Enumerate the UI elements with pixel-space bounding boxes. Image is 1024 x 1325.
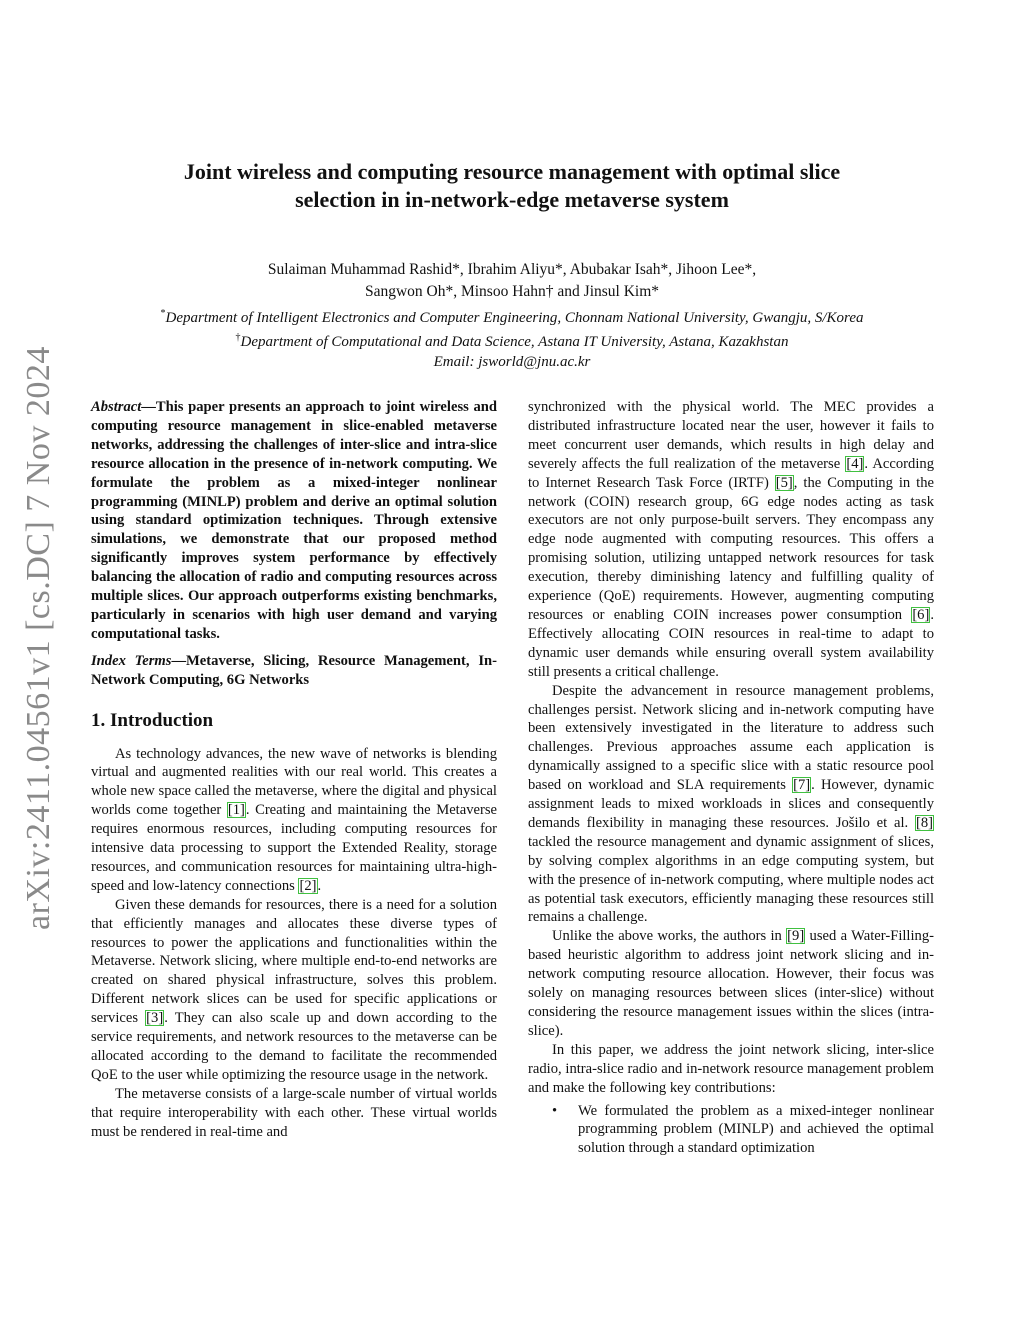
right-p2-text-b: . However, dynamic assignment leads to mixed workloads in slices and consequently demands flexibility in managing these resources. Jošilo et al. <box>528 777 934 831</box>
citation-link-1[interactable]: [1] <box>227 802 245 819</box>
right-p3-text-b: used a Water-Filling-based heuristic algorithm to address joint network slicing and in-network computing resource allocation. However, their focus was solely on managing resources between slices (inter-slice) without considering the resource management issues within the slices (intra-slice). <box>528 928 934 1039</box>
citation-link-6[interactable]: [6] <box>912 606 930 623</box>
right-paragraph-1 <box>528 398 934 682</box>
affiliation-2 <box>80 328 944 352</box>
paper-title: Joint wireless and computing resource management with optimal slice selection in in-network-edge metaverse system <box>183 159 841 212</box>
citation-link-4[interactable]: [4] <box>846 455 864 472</box>
citation-link-5[interactable]: [5] <box>775 474 793 491</box>
index-terms <box>91 652 497 690</box>
right-p1-text-d: . Effectively allocating COIN resources in real-time to adapt to dynamic user demands while ensuring overall system availability still presents a critical challenge. <box>528 606 934 680</box>
affiliation-1 <box>80 304 944 328</box>
affiliation-1-mark: * <box>160 308 166 319</box>
intro-paragraph-2 <box>91 896 497 1085</box>
intro-p2-text-a: Given these demands for resources, there is a need for a solution that efficiently manages and allocates these diverse types of resources to power the applications and functionalities within the Metaverse. Network slicing, where multiple end-to-end networks are created on shared physical infrastructure, solves this problem. Different network slices can be used for specific applications or services <box>91 896 497 1027</box>
affiliations <box>80 304 944 372</box>
right-p3-text-a: Unlike the above works, the authors in <box>552 928 787 945</box>
abstract-text: —This paper presents an approach to joint wireless and computing resource management in slice-enabled metaverse networks, addressing the challenges of inter-slice and intra-slice resource allocation in the presence of in-network computing. We formulate the problem as a mixed-integer nonlinear programming (MINLP) problem and derive an optimal solution using standard optimization techniques. Through extensive simulations, we demonstrate that our proposed method significantly improves system performance by effectively balancing the allocation of radio and computing resources across multiple slices. Our approach outperforms existing benchmarks, particularly in scenarios with high user demand and varying computational tasks. <box>91 399 497 642</box>
right-p2-text-c: tackled the resource management and dynamic assignment of slices, by solving complex algorithms in an edge computing system, but with the presence of in-network computing, where multiple nodes act as potential task executors, efficiently managing these resources still remains a challenge. <box>528 833 934 926</box>
intro-p1-text-b: . Creating and maintaining the Metaverse requires enormous resources, including computing resources for intensive data processing to support the Extended Reality, storage resources, and communication resources for maintaining ultra-high-speed and low-latency connections <box>91 802 497 894</box>
right-paragraph-4: In this paper, we address the joint network slicing, inter-slice radio, intra-slice radio and in-network resource management problem and make the following key contributions: <box>528 1041 934 1096</box>
arxiv-stamp-container <box>12 346 72 930</box>
author-line-1: Sulaiman Muhammad Rashid*, Ibrahim Aliyu*, Abubakar Isah*, Jihoon Lee*, <box>267 261 757 278</box>
contributions-list <box>528 1102 934 1159</box>
index-terms-text: —Metaverse, Slicing, Resource Management, In-Network Computing, 6G Networks <box>91 652 497 688</box>
right-paragraph-2 <box>528 682 934 928</box>
intro-paragraph-3: The metaverse consists of a large-scale number of virtual worlds that require interoperability with each other. These virtual worlds must be rendered in real-time and <box>91 1085 497 1140</box>
citation-link-2[interactable]: [2] <box>299 877 317 894</box>
right-p1-text-b: . According to Internet Research Task Force (IRTF) <box>528 455 934 491</box>
citation-link-7[interactable]: [7] <box>793 777 811 794</box>
intro-p1-text-a: As technology advances, the new wave of networks is blending virtual and augmented realities with our real world. This creates a whole new space called the metaverse, where the digital and physical worlds come together <box>91 745 497 819</box>
index-terms-label: Index Terms <box>91 652 172 669</box>
intro-paragraph-1 <box>91 745 497 896</box>
intro-p2-text-b: . They can also scale up and down according to the service requirements, and network resources to the metaverse can be allocated according to the demand to facilitate the recommended QoE to the user while optimizing the resource usage in the network. <box>91 1010 497 1083</box>
affiliation-1-text: Department of Intelligent Electronics and Computer Engineering, Chonnam National University, Gwangju, S/Korea <box>165 310 864 326</box>
arxiv-identifier[interactable]: arXiv:2411.04561v1 [cs.DC] 7 Nov 2024 <box>20 346 57 930</box>
right-paragraph-3 <box>528 927 934 1040</box>
right-p2-text-a: Despite the advancement in resource management problems, challenges persist. Network slicing and in-network computing have been extensively investigated in the literature to address such challenges. Previous approaches assume each application is dynamically assigned to a specific slice with a static resource pool based on workload and SLA requirements <box>528 682 934 794</box>
contribution-item-1: • We formulated the problem as a mixed-integer nonlinear programming problem (MINLP) and achieved the optimal solution through a standard optimization <box>578 1102 934 1159</box>
right-column <box>528 398 934 1158</box>
affiliation-2-text: Department of Computational and Data Science, Astana IT University, Astana, Kazakhstan <box>240 334 789 350</box>
section-heading-introduction: 1. Introduction <box>91 709 214 731</box>
citation-link-3[interactable]: [3] <box>146 1010 164 1027</box>
citation-link-8[interactable]: [8] <box>915 814 933 831</box>
intro-p1-text-c: . <box>317 877 322 894</box>
author-list <box>100 259 924 303</box>
right-p1-text-a: synchronized with the physical world. The MEC provides a distributed infrastructure located near the user, however it fails to meet concurrent user demands, which results in high delay and severely affects the full realization of the metaverse <box>528 399 934 472</box>
author-line-2: Sangwon Oh*, Minsoo Hahn† and Jinsul Kim* <box>364 283 660 300</box>
abstract <box>91 398 497 644</box>
affiliation-2-mark: † <box>235 332 241 343</box>
citation-link-9[interactable]: [9] <box>787 928 805 945</box>
abstract-label: Abstract <box>91 399 142 415</box>
left-column <box>91 398 497 1142</box>
contact-email: Email: jsworld@jnu.ac.kr <box>433 354 591 370</box>
right-p1-text-c: , the Computing in the network (COIN) research group, 6G edge nodes acting as task executors are not only purpose-built servers. They encompass any edge node augmented with computing resources. This offers a promising solution, utilizing untapped network resources for task execution, thereby diminishing latency and fulfilling quality of experience (QoE) requirements. However, augmenting computing resources or enabling COIN increases power consumption <box>528 474 934 623</box>
